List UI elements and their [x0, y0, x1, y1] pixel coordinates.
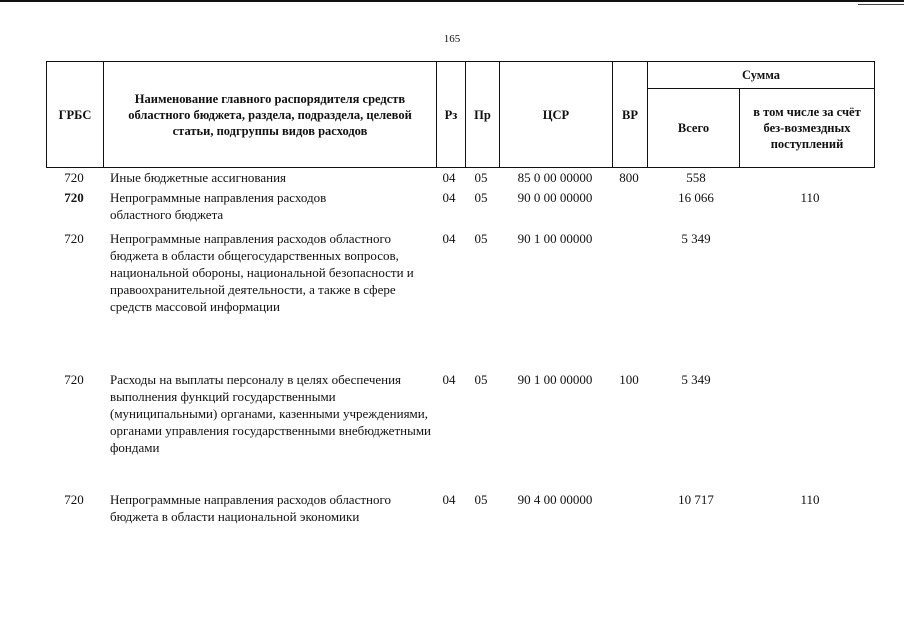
header-name: Наименование главного распорядителя средств областного бюджета, раздела, подраздела, целевой статьи, подгруппы видов расходов [103, 62, 436, 167]
cell-pr: 05 [474, 170, 488, 185]
cell-free: 110 [800, 492, 820, 507]
table-header [46, 61, 875, 168]
header-vr: ВР [612, 62, 647, 167]
page-number: 165 [443, 33, 461, 45]
cell-total: 16 066 [678, 190, 714, 205]
top-rule-short [858, 4, 904, 5]
cell-total: 10 717 [678, 492, 714, 507]
cell-total: 5 349 [681, 372, 711, 387]
header-grbs: ГРБС [58, 107, 92, 122]
top-rule [0, 0, 904, 2]
cell-rz: 04 [442, 492, 456, 507]
cell-pr: 05 [474, 492, 488, 507]
cell-name: Непрограммные направления расходов областного бюджета в области общегосударственных вопросов, национальной обороны, национальной безопасности и правоохранительной деятельности, а также в сфере средств массовой информации [110, 231, 414, 314]
cell-pr: 05 [474, 231, 488, 246]
cell-csr: 90 1 00 00000 [517, 372, 593, 387]
header-sum: Сумма [647, 62, 874, 89]
header-csr: ЦСР [499, 62, 612, 167]
cell-name: Непрограммные направления расходов областного бюджета в области национальной экономики [110, 492, 391, 524]
header-total: Всего [647, 89, 739, 167]
cell-csr: 90 1 00 00000 [517, 231, 593, 246]
cell-rz: 04 [442, 170, 456, 185]
header-rz: Рз [436, 62, 465, 167]
cell-csr: 90 4 00 00000 [517, 492, 593, 507]
cell-name: Иные бюджетные ассигнования [110, 170, 287, 185]
cell-name: Расходы на выплаты персоналу в целях обеспечения выполнения функций государственными (муниципальными) органами, казенными учреждениями, органами управления государственными внебюджетными фондами [110, 372, 432, 455]
cell-rz: 04 [442, 190, 456, 205]
cell-name: Непрограммные направления расходов областного бюджета [110, 190, 327, 222]
header-free: в том числе за счёт без-возмездных поступлений [739, 89, 874, 167]
cell-grbs: 720 [64, 492, 84, 507]
cell-pr: 05 [474, 372, 488, 387]
header-pr: Пр [465, 62, 499, 167]
cell-total: 558 [686, 170, 706, 185]
cell-grbs: 720 [64, 170, 84, 185]
cell-csr: 90 0 00 00000 [517, 190, 593, 205]
cell-total: 5 349 [681, 231, 711, 246]
cell-pr: 05 [474, 190, 488, 205]
cell-grbs: 720 [64, 190, 84, 205]
cell-rz: 04 [442, 372, 456, 387]
cell-free: 110 [800, 190, 820, 205]
cell-csr: 85 0 00 00000 [517, 170, 593, 185]
cell-grbs: 720 [64, 231, 84, 246]
cell-rz: 04 [442, 231, 456, 246]
cell-vr: 100 [619, 372, 639, 387]
cell-vr: 800 [619, 170, 639, 185]
cell-grbs: 720 [64, 372, 84, 387]
